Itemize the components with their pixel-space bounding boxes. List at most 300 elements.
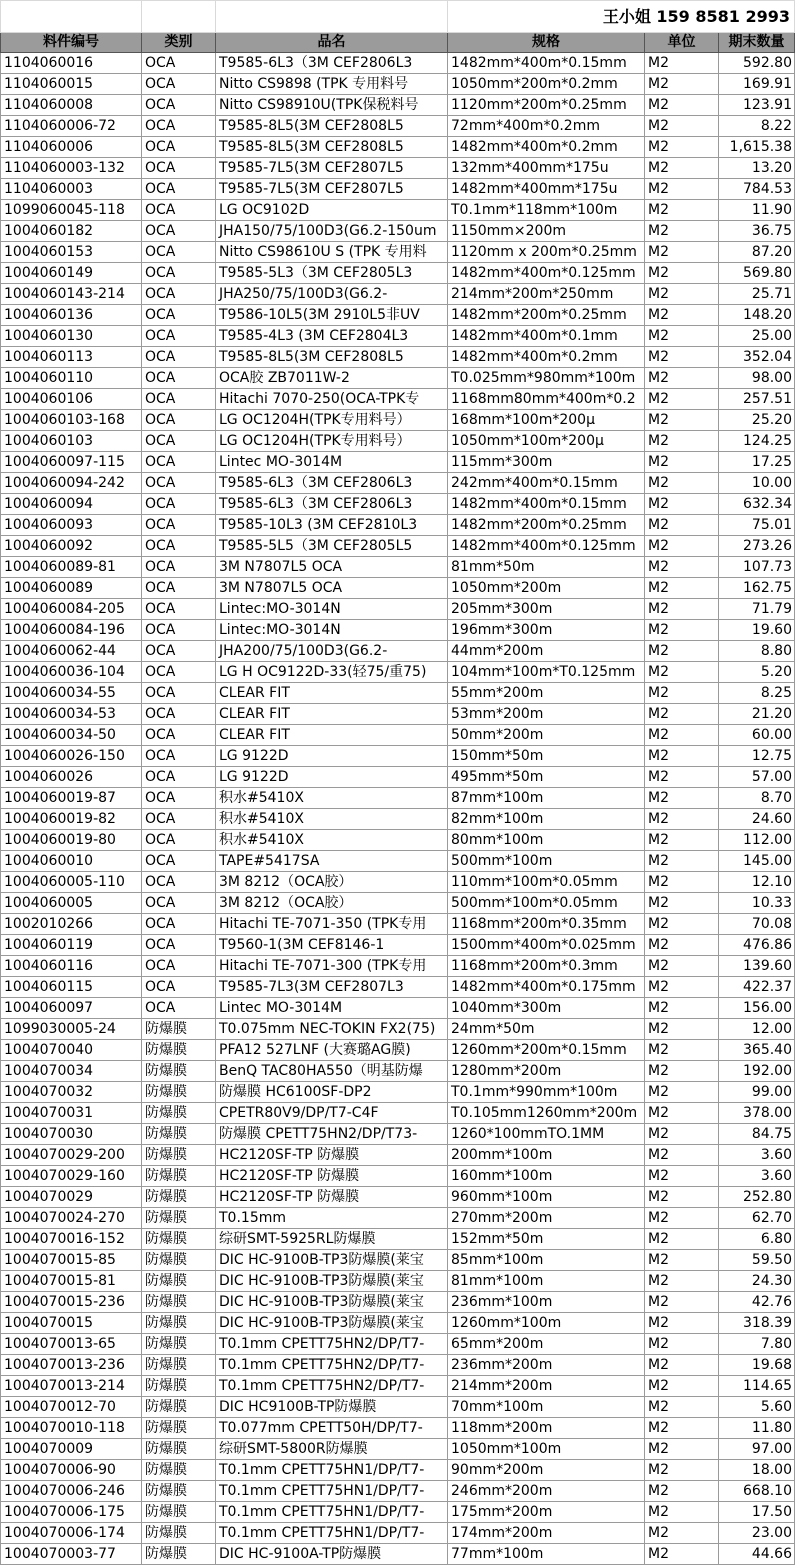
- cell-product-name[interactable]: T9585-4L3 (3M CEF2804L3: [216, 326, 448, 347]
- cell-product-name[interactable]: T9585-10L3 (3M CEF2810L3: [216, 515, 448, 536]
- cell-item-code[interactable]: 1104060003: [1, 179, 142, 200]
- cell-spec[interactable]: 1150mm×200m: [448, 221, 645, 242]
- header-product-name[interactable]: 品名: [216, 33, 448, 53]
- cell-unit[interactable]: M2: [645, 1376, 719, 1397]
- cell-spec[interactable]: 152mm*50m: [448, 1229, 645, 1250]
- cell-unit[interactable]: M2: [645, 977, 719, 998]
- cell-product-name[interactable]: T9585-7L5(3M CEF2807L5: [216, 158, 448, 179]
- cell-unit[interactable]: M2: [645, 746, 719, 767]
- cell-product-name[interactable]: T0.1mm CPETT75HN1/DP/T7-: [216, 1460, 448, 1481]
- cell-unit[interactable]: M2: [645, 1313, 719, 1334]
- cell-ending-qty[interactable]: 25.20: [719, 410, 795, 431]
- cell-item-code[interactable]: 1004070031: [1, 1103, 142, 1124]
- cell-product-name[interactable]: TAPE#5417SA: [216, 851, 448, 872]
- cell-ending-qty[interactable]: 44.66: [719, 1544, 795, 1565]
- cell-item-code[interactable]: 1004060036-104: [1, 662, 142, 683]
- cell-unit[interactable]: M2: [645, 221, 719, 242]
- cell-category[interactable]: OCA: [142, 725, 216, 746]
- cell-unit[interactable]: M2: [645, 1103, 719, 1124]
- cell-ending-qty[interactable]: 3.60: [719, 1166, 795, 1187]
- cell-item-code[interactable]: 1004060143-214: [1, 284, 142, 305]
- cell-spec[interactable]: 44mm*200m: [448, 641, 645, 662]
- cell-item-code[interactable]: 1004070040: [1, 1040, 142, 1061]
- cell-item-code[interactable]: 1004060094: [1, 494, 142, 515]
- cell-product-name[interactable]: Lintec MO-3014M: [216, 452, 448, 473]
- cell-unit[interactable]: M2: [645, 1019, 719, 1040]
- cell-spec[interactable]: 246mm*200m: [448, 1481, 645, 1502]
- cell-product-name[interactable]: T9585-8L5(3M CEF2808L5: [216, 116, 448, 137]
- cell-ending-qty[interactable]: 107.73: [719, 557, 795, 578]
- cell-spec[interactable]: 1482mm*200m*0.25mm: [448, 305, 645, 326]
- cell-item-code[interactable]: 1004060026-150: [1, 746, 142, 767]
- cell-spec[interactable]: 214mm*200m*250mm: [448, 284, 645, 305]
- cell-category[interactable]: OCA: [142, 620, 216, 641]
- cell-spec[interactable]: 1482mm*400m*0.15mm: [448, 494, 645, 515]
- cell-product-name[interactable]: Hitachi TE-7071-300 (TPK专用: [216, 956, 448, 977]
- cell-product-name[interactable]: T0.1mm CPETT75HN1/DP/T7-: [216, 1523, 448, 1544]
- cell-unit[interactable]: M2: [645, 1502, 719, 1523]
- cell-unit[interactable]: M2: [645, 557, 719, 578]
- cell-unit[interactable]: M2: [645, 74, 719, 95]
- cell-category[interactable]: 防爆膜: [142, 1397, 216, 1418]
- cell-spec[interactable]: 104mm*100m*T0.125mm: [448, 662, 645, 683]
- cell-ending-qty[interactable]: 156.00: [719, 998, 795, 1019]
- cell-unit[interactable]: M2: [645, 1460, 719, 1481]
- cell-item-code[interactable]: 1004060136: [1, 305, 142, 326]
- cell-category[interactable]: 防爆膜: [142, 1439, 216, 1460]
- cell-unit[interactable]: M2: [645, 431, 719, 452]
- cell-unit[interactable]: M2: [645, 284, 719, 305]
- cell-item-code[interactable]: 1004060084-196: [1, 620, 142, 641]
- cell-unit[interactable]: M2: [645, 1481, 719, 1502]
- cell-product-name[interactable]: T9585-5L5（3M CEF2805L5: [216, 536, 448, 557]
- cell-spec[interactable]: 150mm*50m: [448, 746, 645, 767]
- cell-item-code[interactable]: 1004060182: [1, 221, 142, 242]
- cell-product-name[interactable]: T9585-6L3（3M CEF2806L3: [216, 473, 448, 494]
- cell-category[interactable]: OCA: [142, 389, 216, 410]
- cell-category[interactable]: 防爆膜: [142, 1208, 216, 1229]
- cell-category[interactable]: OCA: [142, 851, 216, 872]
- cell-category[interactable]: 防爆膜: [142, 1187, 216, 1208]
- cell-item-code[interactable]: 1104060008: [1, 95, 142, 116]
- cell-unit[interactable]: M2: [645, 1544, 719, 1565]
- cell-ending-qty[interactable]: 12.75: [719, 746, 795, 767]
- cell-ending-qty[interactable]: 19.68: [719, 1355, 795, 1376]
- cell-product-name[interactable]: DIC HC9100B-TP防爆膜: [216, 1397, 448, 1418]
- cell-spec[interactable]: 1260mm*200m*0.15mm: [448, 1040, 645, 1061]
- cell-product-name[interactable]: T0.077mm CPETT50H/DP/T7-: [216, 1418, 448, 1439]
- cell-item-code[interactable]: 1004070015-81: [1, 1271, 142, 1292]
- cell-spec[interactable]: 1050mm*200m: [448, 578, 645, 599]
- cell-unit[interactable]: M2: [645, 389, 719, 410]
- cell-item-code[interactable]: 1004060097: [1, 998, 142, 1019]
- cell-ending-qty[interactable]: 8.25: [719, 683, 795, 704]
- cell-category[interactable]: OCA: [142, 53, 216, 74]
- cell-unit[interactable]: M2: [645, 872, 719, 893]
- cell-unit[interactable]: M2: [645, 116, 719, 137]
- cell-item-code[interactable]: 1004070009: [1, 1439, 142, 1460]
- cell-ending-qty[interactable]: 378.00: [719, 1103, 795, 1124]
- cell-spec[interactable]: T0.1mm*118mm*100m: [448, 200, 645, 221]
- cell-ending-qty[interactable]: 36.75: [719, 221, 795, 242]
- cell-spec[interactable]: 495mm*50m: [448, 767, 645, 788]
- cell-category[interactable]: OCA: [142, 95, 216, 116]
- cell-unit[interactable]: M2: [645, 1040, 719, 1061]
- cell-ending-qty[interactable]: 169.91: [719, 74, 795, 95]
- cell-category[interactable]: 防爆膜: [142, 1355, 216, 1376]
- cell-category[interactable]: OCA: [142, 221, 216, 242]
- cell-category[interactable]: OCA: [142, 662, 216, 683]
- cell-ending-qty[interactable]: 148.20: [719, 305, 795, 326]
- cell-unit[interactable]: M2: [645, 305, 719, 326]
- cell-item-code[interactable]: 1004060103: [1, 431, 142, 452]
- cell-unit[interactable]: M2: [645, 1061, 719, 1082]
- cell-spec[interactable]: 81mm*100m: [448, 1271, 645, 1292]
- cell-ending-qty[interactable]: 75.01: [719, 515, 795, 536]
- cell-product-name[interactable]: HC2120SF-TP 防爆膜: [216, 1145, 448, 1166]
- cell-product-name[interactable]: JHA200/75/100D3(G6.2-: [216, 641, 448, 662]
- cell-ending-qty[interactable]: 19.60: [719, 620, 795, 641]
- cell-item-code[interactable]: 1004070013-214: [1, 1376, 142, 1397]
- cell-unit[interactable]: M2: [645, 683, 719, 704]
- cell-item-code[interactable]: 1104060015: [1, 74, 142, 95]
- cell-spec[interactable]: 1280mm*200m: [448, 1061, 645, 1082]
- cell-product-name[interactable]: HC2120SF-TP 防爆膜: [216, 1166, 448, 1187]
- cell-unit[interactable]: M2: [645, 137, 719, 158]
- cell-spec[interactable]: T0.105mm1260mm*200m: [448, 1103, 645, 1124]
- cell-item-code[interactable]: 1004060115: [1, 977, 142, 998]
- cell-product-name[interactable]: OCA胶 ZB7011W-2: [216, 368, 448, 389]
- cell-ending-qty[interactable]: 23.00: [719, 1523, 795, 1544]
- cell-unit[interactable]: M2: [645, 830, 719, 851]
- cell-unit[interactable]: M2: [645, 935, 719, 956]
- cell-ending-qty[interactable]: 476.86: [719, 935, 795, 956]
- cell-product-name[interactable]: T9585-6L3（3M CEF2806L3: [216, 494, 448, 515]
- cell-item-code[interactable]: 1004060149: [1, 263, 142, 284]
- cell-ending-qty[interactable]: 352.04: [719, 347, 795, 368]
- cell-spec[interactable]: 1260mm*100m: [448, 1313, 645, 1334]
- cell-unit[interactable]: M2: [645, 452, 719, 473]
- cell-item-code[interactable]: 1099030005-24: [1, 1019, 142, 1040]
- cell-item-code[interactable]: 1004060019-87: [1, 788, 142, 809]
- cell-unit[interactable]: M2: [645, 662, 719, 683]
- cell-category[interactable]: OCA: [142, 494, 216, 515]
- cell-product-name[interactable]: T9586-10L5(3M 2910L5非UV: [216, 305, 448, 326]
- cell-ending-qty[interactable]: 273.26: [719, 536, 795, 557]
- cell-category[interactable]: 防爆膜: [142, 1040, 216, 1061]
- cell-unit[interactable]: M2: [645, 851, 719, 872]
- cell-category[interactable]: OCA: [142, 809, 216, 830]
- cell-spec[interactable]: 236mm*100m: [448, 1292, 645, 1313]
- cell-product-name[interactable]: DIC HC-9100A-TP防爆膜: [216, 1544, 448, 1565]
- cell-spec[interactable]: 115mm*300m: [448, 452, 645, 473]
- cell-category[interactable]: OCA: [142, 431, 216, 452]
- cell-item-code[interactable]: 1004060097-115: [1, 452, 142, 473]
- cell-item-code[interactable]: 1004060110: [1, 368, 142, 389]
- cell-ending-qty[interactable]: 124.25: [719, 431, 795, 452]
- cell-ending-qty[interactable]: 3.60: [719, 1145, 795, 1166]
- cell-item-code[interactable]: 1004070034: [1, 1061, 142, 1082]
- cell-category[interactable]: 防爆膜: [142, 1292, 216, 1313]
- cell-product-name[interactable]: LG OC1204H(TPK专用料号）: [216, 431, 448, 452]
- cell-product-name[interactable]: T9560-1(3M CEF8146-1: [216, 935, 448, 956]
- cell-category[interactable]: 防爆膜: [142, 1061, 216, 1082]
- cell-unit[interactable]: M2: [645, 1334, 719, 1355]
- cell-ending-qty[interactable]: 98.00: [719, 368, 795, 389]
- cell-ending-qty[interactable]: 84.75: [719, 1124, 795, 1145]
- cell-category[interactable]: 防爆膜: [142, 1271, 216, 1292]
- cell-product-name[interactable]: Lintec:MO-3014N: [216, 599, 448, 620]
- cell-unit[interactable]: M2: [645, 536, 719, 557]
- cell-product-name[interactable]: CLEAR FIT: [216, 704, 448, 725]
- cell-ending-qty[interactable]: 318.39: [719, 1313, 795, 1334]
- cell-item-code[interactable]: 1004060005: [1, 893, 142, 914]
- cell-unit[interactable]: M2: [645, 956, 719, 977]
- cell-spec[interactable]: 1482mm*400m*0.125mm: [448, 263, 645, 284]
- cell-category[interactable]: 防爆膜: [142, 1334, 216, 1355]
- contact-cell[interactable]: 王小姐 159 8581 2993: [448, 1, 795, 33]
- cell-category[interactable]: OCA: [142, 641, 216, 662]
- cell-spec[interactable]: 1120mm x 200m*0.25mm: [448, 242, 645, 263]
- cell-spec[interactable]: 1040mm*300m: [448, 998, 645, 1019]
- cell-category[interactable]: OCA: [142, 578, 216, 599]
- cell-item-code[interactable]: 1002010266: [1, 914, 142, 935]
- cell-spec[interactable]: 1050mm*100m: [448, 1439, 645, 1460]
- cell-product-name[interactable]: LG 9122D: [216, 767, 448, 788]
- cell-ending-qty[interactable]: 257.51: [719, 389, 795, 410]
- cell-unit[interactable]: M2: [645, 242, 719, 263]
- header-spec[interactable]: 规格: [448, 33, 645, 53]
- cell-category[interactable]: OCA: [142, 116, 216, 137]
- cell-category[interactable]: 防爆膜: [142, 1523, 216, 1544]
- cell-category[interactable]: OCA: [142, 935, 216, 956]
- cell-ending-qty[interactable]: 97.00: [719, 1439, 795, 1460]
- cell-item-code[interactable]: 1004070006-90: [1, 1460, 142, 1481]
- cell-product-name[interactable]: Nitto CS9898 (TPK 专用料号: [216, 74, 448, 95]
- cell-product-name[interactable]: CLEAR FIT: [216, 683, 448, 704]
- cell-product-name[interactable]: T0.075mm NEC-TOKIN FX2(75): [216, 1019, 448, 1040]
- cell-category[interactable]: 防爆膜: [142, 1124, 216, 1145]
- cell-product-name[interactable]: DIC HC-9100B-TP3防爆膜(莱宝: [216, 1250, 448, 1271]
- cell-spec[interactable]: 72mm*400m*0.2mm: [448, 116, 645, 137]
- cell-unit[interactable]: M2: [645, 1439, 719, 1460]
- cell-spec[interactable]: 242mm*400m*0.15mm: [448, 473, 645, 494]
- cell-product-name[interactable]: 3M 8212（OCA胶）: [216, 872, 448, 893]
- cell-unit[interactable]: M2: [645, 1208, 719, 1229]
- cell-ending-qty[interactable]: 11.90: [719, 200, 795, 221]
- cell-unit[interactable]: M2: [645, 1523, 719, 1544]
- cell-spec[interactable]: 200mm*100m: [448, 1145, 645, 1166]
- cell-product-name[interactable]: CPETR80V9/DP/T7-C4F: [216, 1103, 448, 1124]
- cell-item-code[interactable]: 1004060094-242: [1, 473, 142, 494]
- cell-product-name[interactable]: BenQ TAC80HA550（明基防爆: [216, 1061, 448, 1082]
- cell-item-code[interactable]: 1004070013-65: [1, 1334, 142, 1355]
- empty-cell[interactable]: [142, 1, 216, 33]
- cell-category[interactable]: 防爆膜: [142, 1229, 216, 1250]
- cell-category[interactable]: OCA: [142, 137, 216, 158]
- cell-item-code[interactable]: 1004070015-85: [1, 1250, 142, 1271]
- cell-ending-qty[interactable]: 365.40: [719, 1040, 795, 1061]
- cell-item-code[interactable]: 1004060092: [1, 536, 142, 557]
- cell-item-code[interactable]: 1004070003-77: [1, 1544, 142, 1565]
- cell-product-name[interactable]: Lintec:MO-3014N: [216, 620, 448, 641]
- cell-ending-qty[interactable]: 162.75: [719, 578, 795, 599]
- cell-category[interactable]: OCA: [142, 515, 216, 536]
- cell-unit[interactable]: M2: [645, 494, 719, 515]
- cell-spec[interactable]: 81mm*50m: [448, 557, 645, 578]
- cell-ending-qty[interactable]: 10.00: [719, 473, 795, 494]
- cell-category[interactable]: OCA: [142, 179, 216, 200]
- cell-spec[interactable]: 1168mm*200m*0.3mm: [448, 956, 645, 977]
- cell-ending-qty[interactable]: 145.00: [719, 851, 795, 872]
- cell-unit[interactable]: M2: [645, 1229, 719, 1250]
- cell-product-name[interactable]: T9585-5L3（3M CEF2805L3: [216, 263, 448, 284]
- cell-category[interactable]: 防爆膜: [142, 1250, 216, 1271]
- cell-ending-qty[interactable]: 24.60: [719, 809, 795, 830]
- cell-item-code[interactable]: 1004070029-200: [1, 1145, 142, 1166]
- cell-item-code[interactable]: 1004060089: [1, 578, 142, 599]
- cell-ending-qty[interactable]: 42.76: [719, 1292, 795, 1313]
- cell-item-code[interactable]: 1004060034-50: [1, 725, 142, 746]
- cell-category[interactable]: 防爆膜: [142, 1460, 216, 1481]
- cell-ending-qty[interactable]: 1,615.38: [719, 137, 795, 158]
- cell-unit[interactable]: M2: [645, 578, 719, 599]
- cell-product-name[interactable]: T0.1mm CPETT75HN1/DP/T7-: [216, 1502, 448, 1523]
- cell-spec[interactable]: 1120mm*200m*0.25mm: [448, 95, 645, 116]
- cell-category[interactable]: 防爆膜: [142, 1145, 216, 1166]
- cell-item-code[interactable]: 1104060006: [1, 137, 142, 158]
- cell-ending-qty[interactable]: 8.22: [719, 116, 795, 137]
- cell-category[interactable]: 防爆膜: [142, 1544, 216, 1565]
- cell-spec[interactable]: 270mm*200m: [448, 1208, 645, 1229]
- cell-item-code[interactable]: 1004070013-236: [1, 1355, 142, 1376]
- cell-product-name[interactable]: LG H OC9122D-33(轻75/重75): [216, 662, 448, 683]
- cell-spec[interactable]: 1260*100mmTO.1MM: [448, 1124, 645, 1145]
- cell-ending-qty[interactable]: 71.79: [719, 599, 795, 620]
- cell-product-name[interactable]: 防爆膜 CPETT75HN2/DP/T73-: [216, 1124, 448, 1145]
- cell-category[interactable]: OCA: [142, 977, 216, 998]
- cell-unit[interactable]: M2: [645, 1397, 719, 1418]
- cell-spec[interactable]: 1482mm*400mm*175u: [448, 179, 645, 200]
- cell-ending-qty[interactable]: 60.00: [719, 725, 795, 746]
- cell-unit[interactable]: M2: [645, 1292, 719, 1313]
- cell-ending-qty[interactable]: 11.80: [719, 1418, 795, 1439]
- cell-unit[interactable]: M2: [645, 641, 719, 662]
- cell-item-code[interactable]: 1104060006-72: [1, 116, 142, 137]
- cell-item-code[interactable]: 1004060034-53: [1, 704, 142, 725]
- cell-ending-qty[interactable]: 17.50: [719, 1502, 795, 1523]
- cell-spec[interactable]: T0.025mm*980mm*100m: [448, 368, 645, 389]
- cell-unit[interactable]: M2: [645, 263, 719, 284]
- cell-spec[interactable]: 174mm*200m: [448, 1523, 645, 1544]
- cell-category[interactable]: 防爆膜: [142, 1082, 216, 1103]
- cell-category[interactable]: OCA: [142, 830, 216, 851]
- cell-ending-qty[interactable]: 13.20: [719, 158, 795, 179]
- cell-unit[interactable]: M2: [645, 1250, 719, 1271]
- empty-cell[interactable]: [1, 1, 142, 33]
- cell-product-name[interactable]: 综研SMT-5800R防爆膜: [216, 1439, 448, 1460]
- cell-product-name[interactable]: T9585-7L5(3M CEF2807L5: [216, 179, 448, 200]
- cell-product-name[interactable]: DIC HC-9100B-TP3防爆膜(莱宝: [216, 1271, 448, 1292]
- cell-unit[interactable]: M2: [645, 1418, 719, 1439]
- cell-ending-qty[interactable]: 21.20: [719, 704, 795, 725]
- cell-spec[interactable]: 80mm*100m: [448, 830, 645, 851]
- cell-category[interactable]: OCA: [142, 263, 216, 284]
- cell-spec[interactable]: 1482mm*200m*0.25mm: [448, 515, 645, 536]
- cell-ending-qty[interactable]: 784.53: [719, 179, 795, 200]
- cell-category[interactable]: OCA: [142, 410, 216, 431]
- cell-spec[interactable]: 1482mm*400m*0.2mm: [448, 347, 645, 368]
- cell-ending-qty[interactable]: 123.91: [719, 95, 795, 116]
- cell-unit[interactable]: M2: [645, 1082, 719, 1103]
- cell-product-name[interactable]: Nitto CS98910U(TPK保税料号: [216, 95, 448, 116]
- cell-item-code[interactable]: 1004070030: [1, 1124, 142, 1145]
- cell-product-name[interactable]: Hitachi TE-7071-350 (TPK专用: [216, 914, 448, 935]
- cell-category[interactable]: OCA: [142, 284, 216, 305]
- cell-spec[interactable]: 236mm*200m: [448, 1355, 645, 1376]
- cell-ending-qty[interactable]: 569.80: [719, 263, 795, 284]
- cell-category[interactable]: OCA: [142, 347, 216, 368]
- cell-ending-qty[interactable]: 25.71: [719, 284, 795, 305]
- cell-product-name[interactable]: LG OC9102D: [216, 200, 448, 221]
- cell-ending-qty[interactable]: 422.37: [719, 977, 795, 998]
- cell-item-code[interactable]: 1004070015: [1, 1313, 142, 1334]
- cell-ending-qty[interactable]: 8.70: [719, 788, 795, 809]
- cell-unit[interactable]: M2: [645, 368, 719, 389]
- cell-ending-qty[interactable]: 99.00: [719, 1082, 795, 1103]
- cell-category[interactable]: OCA: [142, 767, 216, 788]
- cell-spec[interactable]: 50mm*200m: [448, 725, 645, 746]
- cell-spec[interactable]: 55mm*200m: [448, 683, 645, 704]
- cell-item-code[interactable]: 1004060084-205: [1, 599, 142, 620]
- cell-product-name[interactable]: T0.1mm CPETT75HN2/DP/T7-: [216, 1334, 448, 1355]
- cell-category[interactable]: OCA: [142, 326, 216, 347]
- cell-spec[interactable]: 1482mm*400m*0.2mm: [448, 137, 645, 158]
- cell-spec[interactable]: 65mm*200m: [448, 1334, 645, 1355]
- cell-ending-qty[interactable]: 114.65: [719, 1376, 795, 1397]
- cell-category[interactable]: OCA: [142, 200, 216, 221]
- cell-ending-qty[interactable]: 6.80: [719, 1229, 795, 1250]
- cell-spec[interactable]: 1482mm*400m*0.1mm: [448, 326, 645, 347]
- cell-item-code[interactable]: 1004070006-246: [1, 1481, 142, 1502]
- cell-spec[interactable]: 1482mm*400m*0.175mm: [448, 977, 645, 998]
- cell-category[interactable]: OCA: [142, 872, 216, 893]
- cell-item-code[interactable]: 1004070010-118: [1, 1418, 142, 1439]
- cell-product-name[interactable]: 防爆膜 HC6100SF-DP2: [216, 1082, 448, 1103]
- cell-item-code[interactable]: 1004060019-80: [1, 830, 142, 851]
- cell-item-code[interactable]: 1104060016: [1, 53, 142, 74]
- cell-unit[interactable]: M2: [645, 1271, 719, 1292]
- cell-unit[interactable]: M2: [645, 1124, 719, 1145]
- cell-category[interactable]: OCA: [142, 473, 216, 494]
- cell-spec[interactable]: T0.1mm*990mm*100m: [448, 1082, 645, 1103]
- cell-item-code[interactable]: 1004070006-175: [1, 1502, 142, 1523]
- cell-item-code[interactable]: 1004070015-236: [1, 1292, 142, 1313]
- cell-unit[interactable]: M2: [645, 599, 719, 620]
- cell-product-name[interactable]: 积水#5410X: [216, 830, 448, 851]
- cell-category[interactable]: OCA: [142, 452, 216, 473]
- cell-spec[interactable]: 160mm*100m: [448, 1166, 645, 1187]
- cell-item-code[interactable]: 1004070032: [1, 1082, 142, 1103]
- cell-item-code[interactable]: 1004060019-82: [1, 809, 142, 830]
- cell-spec[interactable]: 500mm*100m: [448, 851, 645, 872]
- cell-category[interactable]: 防爆膜: [142, 1418, 216, 1439]
- cell-unit[interactable]: M2: [645, 473, 719, 494]
- cell-product-name[interactable]: 综研SMT-5925RL防爆膜: [216, 1229, 448, 1250]
- cell-product-name[interactable]: Hitachi 7070-250(OCA-TPK专: [216, 389, 448, 410]
- cell-product-name[interactable]: LG OC1204H(TPK专用料号）: [216, 410, 448, 431]
- cell-unit[interactable]: M2: [645, 1145, 719, 1166]
